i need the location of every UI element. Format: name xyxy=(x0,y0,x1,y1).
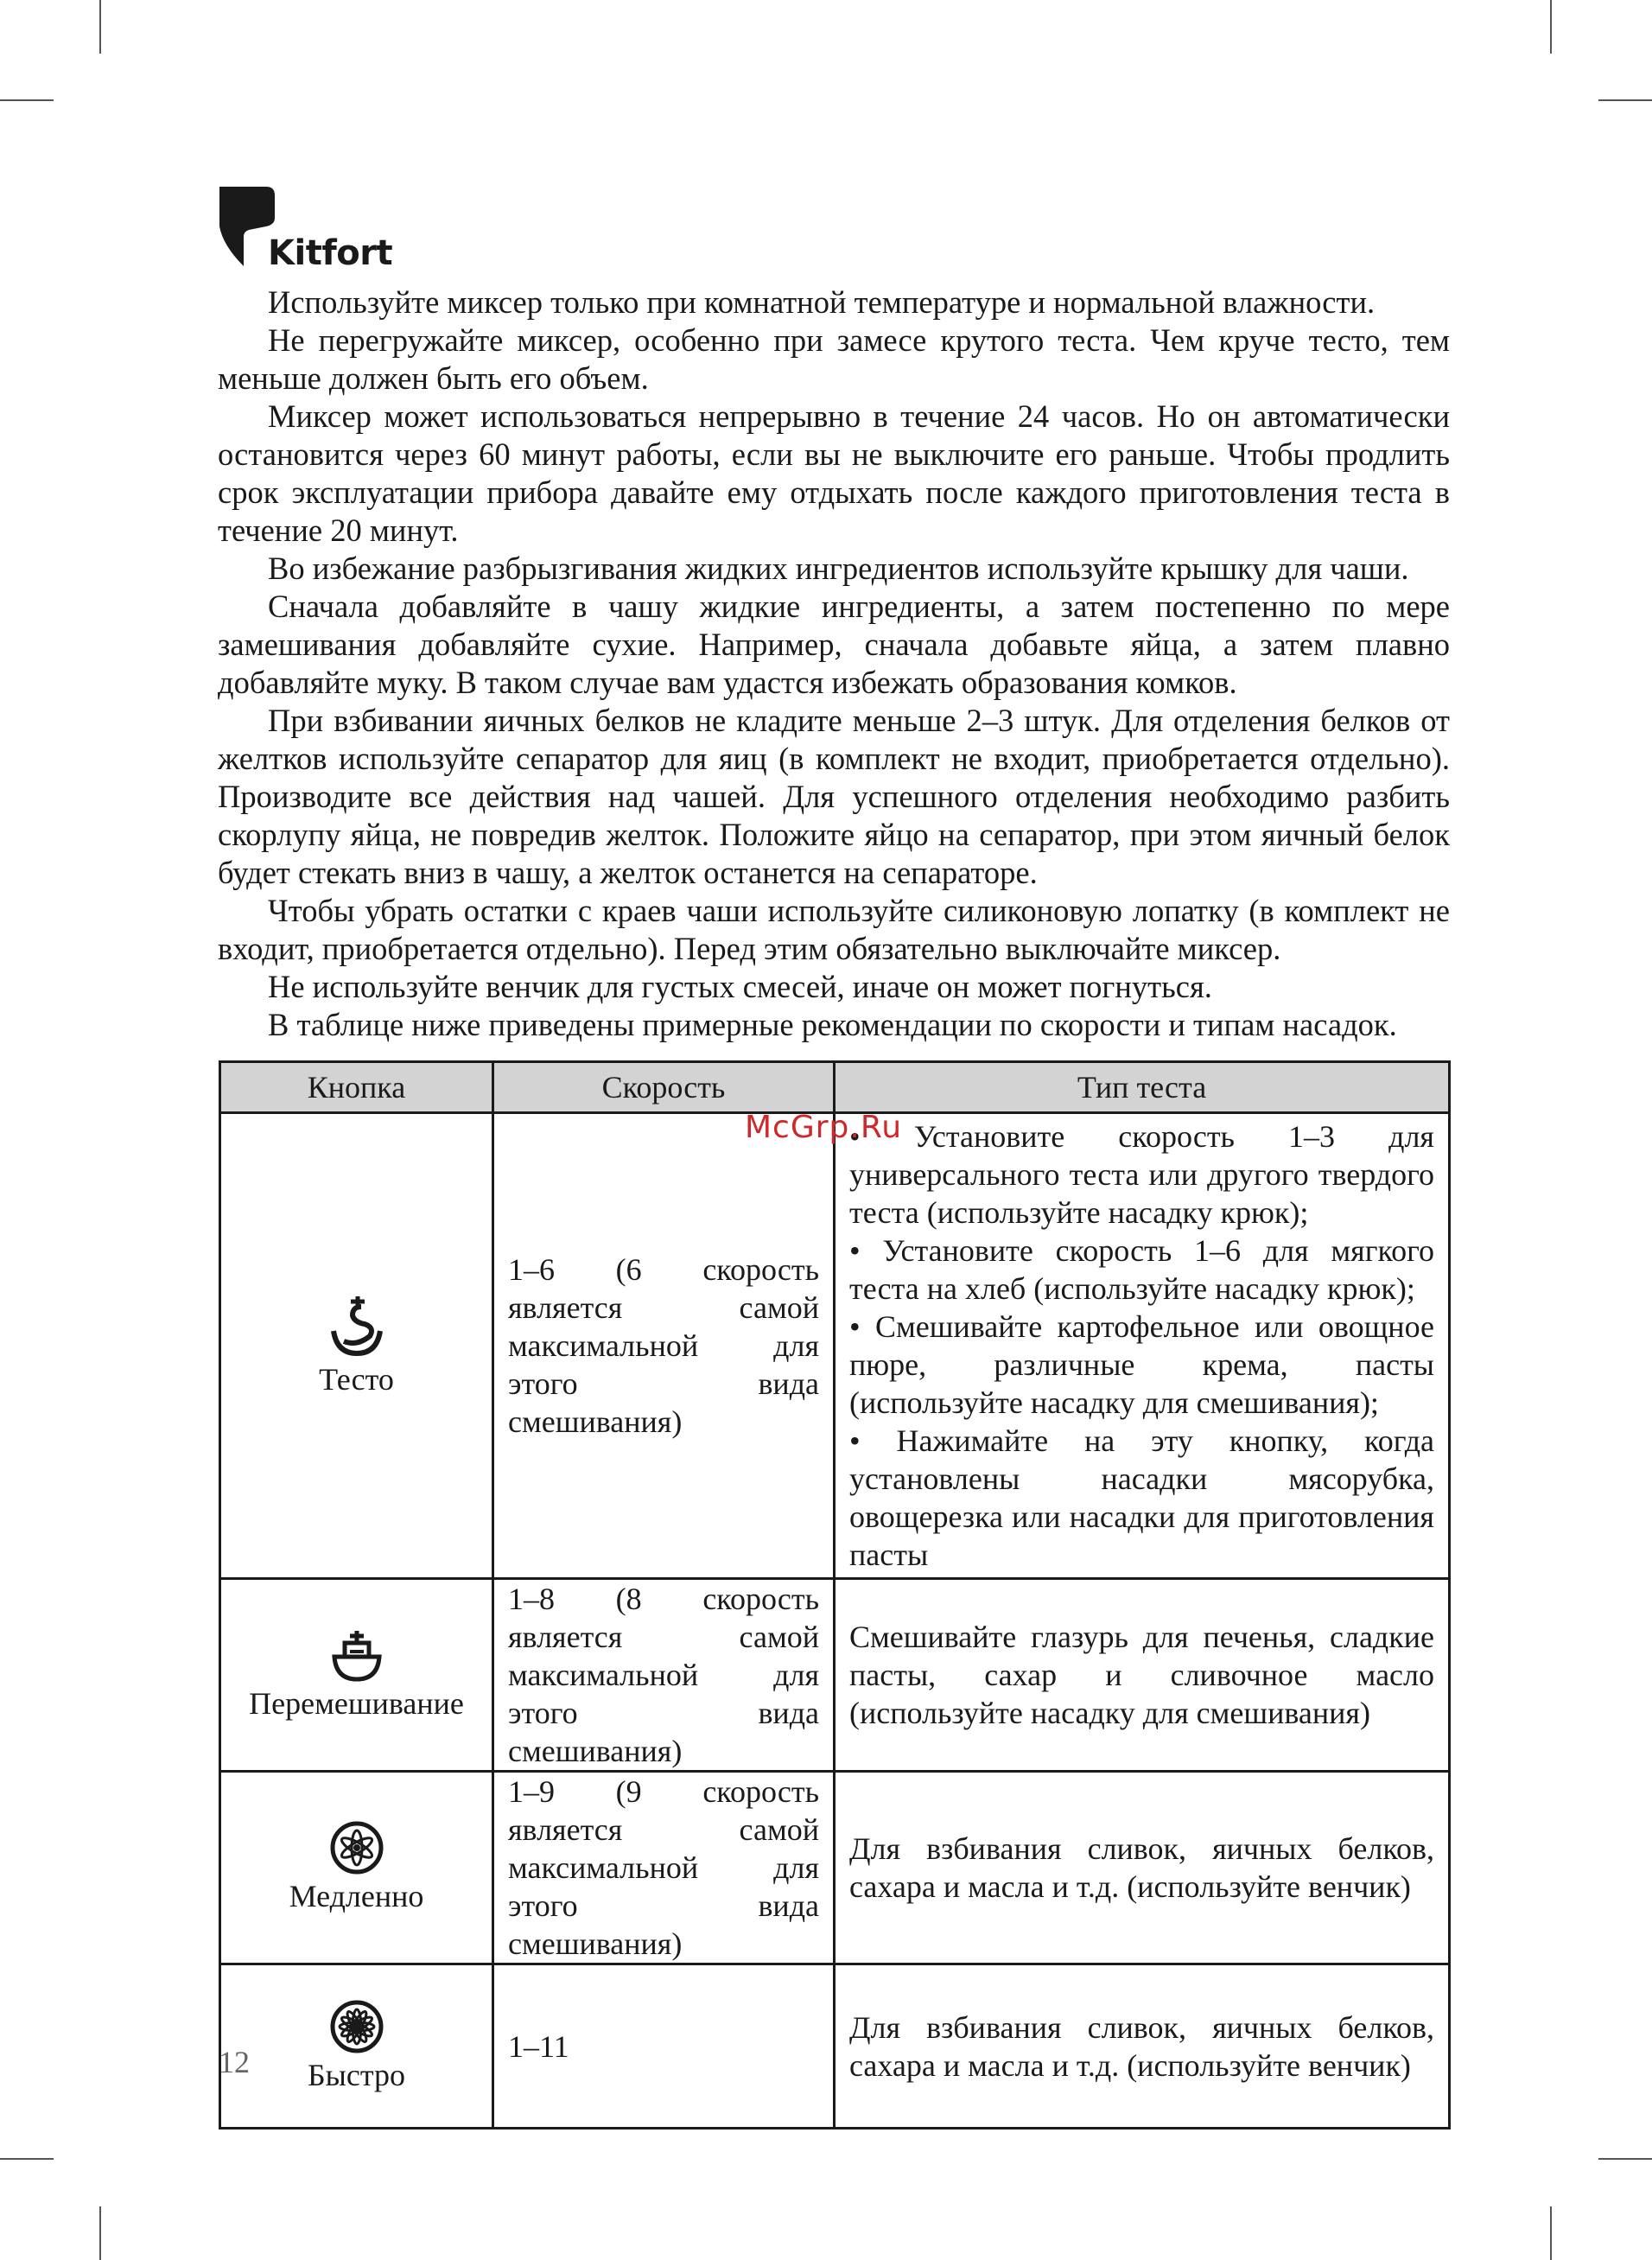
list-item: • Смешивайте картофельное или овощное пюре, различные крема, пасты (используйте насадку для смешивания); xyxy=(849,1309,1434,1420)
speed-cell: 1–6 (6 скорость является самой максимальной для этого вида смешивания) xyxy=(493,1113,835,1579)
list-item: Для взбивания сливок, яичных белков, сахара и масла и т.д. (используйте венчик) xyxy=(849,2009,1434,2083)
speed-cell: 1–8 (8 скорость является самой максимальной для этого вида смешивания) xyxy=(493,1579,835,1772)
paragraph: Не используйте венчик для густых смесей, иначе он может погнуться. xyxy=(268,969,1212,1004)
table-row xyxy=(220,1772,1450,1964)
paragraph: Чтобы убрать остатки с краев чаши используйте силиконовую лопатку (в комплект не входит, приобретается отдельно). Перед этим обязательно выключайте миксер. xyxy=(218,893,1450,966)
crop-mark xyxy=(0,2158,54,2160)
button-cell xyxy=(220,1579,493,1772)
dough-type-cell xyxy=(835,1772,1450,1964)
table-row xyxy=(220,1964,1450,2129)
dough-type-cell xyxy=(835,1113,1450,1579)
paragraph: В таблице ниже приведены примерные рекомендации по скорости и типам насадок. xyxy=(268,1007,1397,1042)
speed-recommendation-table xyxy=(219,1060,1451,2129)
table-header-row xyxy=(220,1062,1450,1113)
paragraph: Миксер может использоваться непрерывно в течение 24 часов. Но он автоматически остановится через 60 минут работы, если вы не выключите его раньше. Чтобы продлить срок эксплуатации прибора давайте ему отдыхать после каждого приготовления теста в течение 20 минут. xyxy=(218,398,1450,548)
column-header-speed: Скорость xyxy=(493,1062,835,1113)
crop-mark xyxy=(0,99,54,101)
watermark: McGrp.Ru xyxy=(745,1110,903,1145)
dough-type-cell xyxy=(835,1964,1450,2129)
button-label: Медленно xyxy=(289,1879,424,1913)
column-header-dough-type: Тип теста xyxy=(835,1062,1450,1113)
button-label: Перемешивание xyxy=(249,1686,464,1721)
slow-whisk-icon xyxy=(329,1820,384,1875)
fast-whisk-icon xyxy=(329,1999,384,2054)
paragraph: Не перегружайте миксер, особенно при замесе крутого теста. Чем круче тесто, тем меньше должен быть его объем. xyxy=(218,322,1450,396)
button-label: Тесто xyxy=(319,1362,394,1397)
list-item: • Установите скорость 1–6 для мягкого теста на хлеб (используйте насадку крюк); xyxy=(849,1233,1434,1306)
table-row xyxy=(220,1113,1450,1579)
paragraph: Во избежание разбрызгивания жидких ингредиентов используйте крышку для чаши. xyxy=(268,551,1409,586)
page-number: 12 xyxy=(219,2045,250,2079)
dough-type-cell xyxy=(835,1579,1450,1772)
column-header-button: Кнопка xyxy=(220,1062,493,1113)
paragraph: Сначала добавляйте в чашу жидкие ингредиенты, а затем постепенно по мере замешивания добавляйте сухие. Например, сначала добавьте яйца, а затем плавно добавляйте муку. В таком случае вам удастся избежать образования комков. xyxy=(218,589,1450,700)
list-item: • Установите скорость 1–3 для универсального теста или другого твердого теста (используйте насадку крюк); xyxy=(849,1119,1434,1230)
speed-cell: 1–11 xyxy=(493,1964,835,2129)
list-item: Смешивайте глазурь для печенья, сладкие пасты, сахар и сливочное масло (используйте насадку для смешивания) xyxy=(849,1620,1434,1730)
crop-mark xyxy=(1550,2206,1552,2260)
crop-mark xyxy=(1598,2158,1652,2160)
list-item: Для взбивания сливок, яичных белков, сахара и масла и т.д. (используйте венчик) xyxy=(849,1831,1434,1904)
paragraph: При взбивании яичных белков не кладите меньше 2–3 штук. Для отделения белков от желтков используйте сепаратор для яиц (в комплект не входит, приобретается отдельно). Производите все действия над чашей. Для успешного отделения необходимо разбить скорлупу яйца, не повредив желток. Положите яйцо на сепаратор, при этом яичный белок будет стекать вниз в чашу, а желток останется на сепараторе. xyxy=(218,703,1450,890)
crop-mark xyxy=(1550,0,1552,54)
crop-mark xyxy=(99,2206,101,2260)
list-item: • Нажимайте на эту кнопку, когда установлены насадки мясорубка, овощерезка или насадки для приготовления пасты xyxy=(849,1423,1434,1572)
paragraph: Используйте миксер только при комнатной температуре и нормальной влажности. xyxy=(268,284,1376,320)
crop-mark xyxy=(99,0,101,54)
dough-hook-icon xyxy=(327,1293,387,1359)
button-cell xyxy=(220,1772,493,1964)
button-cell xyxy=(220,1113,493,1579)
crop-mark xyxy=(1598,99,1652,101)
body-text xyxy=(218,283,1450,1044)
button-cell xyxy=(220,1964,493,2129)
brand-logo xyxy=(216,183,393,273)
speed-cell: 1–9 (9 скорость является самой максимальной для этого вида смешивания) xyxy=(493,1772,835,1964)
brand-name: Kitfort xyxy=(268,233,393,273)
mixing-icon xyxy=(329,1627,384,1683)
table-row xyxy=(220,1579,1450,1772)
button-label: Быстро xyxy=(307,2057,405,2092)
